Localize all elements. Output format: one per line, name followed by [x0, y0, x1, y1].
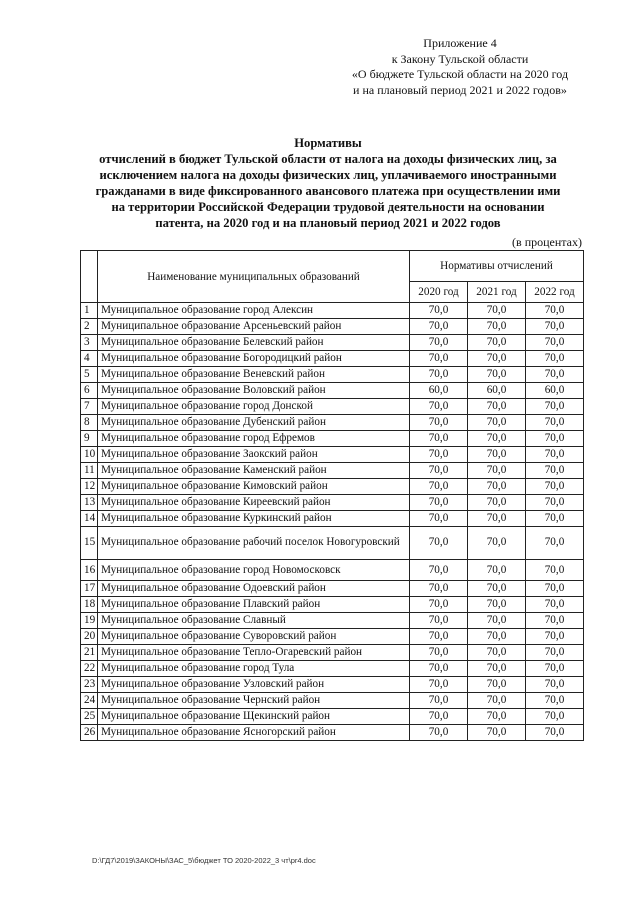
- value-2021: 70,0: [468, 463, 526, 479]
- value-2020: 70,0: [410, 725, 468, 741]
- table-row: [81, 725, 584, 741]
- value-2022: 70,0: [526, 335, 584, 351]
- row-number: 2: [81, 319, 98, 335]
- value-2022: 70,0: [526, 629, 584, 645]
- value-2022: 70,0: [526, 303, 584, 319]
- appendix-line: «О бюджете Тульской области на 2020 год: [351, 67, 569, 81]
- table-body: [81, 303, 584, 741]
- row-number: 4: [81, 351, 98, 367]
- municipality-name: Муниципальное образование город Ефремов: [98, 431, 410, 447]
- value-2022: 70,0: [526, 495, 584, 511]
- row-number: 18: [81, 597, 98, 613]
- table-row: [81, 495, 584, 511]
- value-2021: 70,0: [468, 447, 526, 463]
- municipality-name: Муниципальное образование рабочий поселок Новогуровский: [98, 527, 410, 560]
- value-2022: 70,0: [526, 693, 584, 709]
- table-row: [81, 431, 584, 447]
- value-2020: 70,0: [410, 495, 468, 511]
- value-2020: 70,0: [410, 645, 468, 661]
- value-2021: 70,0: [468, 527, 526, 560]
- value-2020: 70,0: [410, 463, 468, 479]
- appendix-line: к Закону Тульской области: [391, 51, 529, 66]
- table-row: [81, 709, 584, 725]
- value-2020: 70,0: [410, 581, 468, 597]
- value-2020: 60,0: [410, 383, 468, 399]
- value-2021: 70,0: [468, 335, 526, 351]
- municipality-name: Муниципальное образование Заокский район: [98, 447, 410, 463]
- value-2021: 70,0: [468, 677, 526, 693]
- value-2020: 70,0: [410, 511, 468, 527]
- value-2021: 70,0: [468, 629, 526, 645]
- table-row: [81, 367, 584, 383]
- table-row: [81, 527, 584, 560]
- value-2022: 70,0: [526, 367, 584, 383]
- value-2022: 70,0: [526, 447, 584, 463]
- row-number: 3: [81, 335, 98, 351]
- appendix-line: Приложение 4: [423, 36, 497, 50]
- municipality-name: Муниципальное образование город Алексин: [98, 303, 410, 319]
- row-number: 12: [81, 479, 98, 495]
- table-row: [81, 645, 584, 661]
- value-2021: 70,0: [468, 399, 526, 415]
- table-row: [81, 661, 584, 677]
- value-2021: 70,0: [468, 645, 526, 661]
- value-2021: 70,0: [468, 303, 526, 319]
- table-row: [81, 399, 584, 415]
- value-2022: 60,0: [526, 383, 584, 399]
- value-2020: 70,0: [410, 479, 468, 495]
- row-number: 14: [81, 511, 98, 527]
- municipality-name: Муниципальное образование Кимовский район: [98, 479, 410, 495]
- row-number: 1: [81, 303, 98, 319]
- row-number: 21: [81, 645, 98, 661]
- value-2020: 70,0: [410, 613, 468, 629]
- value-2022: 70,0: [526, 677, 584, 693]
- value-2021: 70,0: [468, 495, 526, 511]
- value-2021: 70,0: [468, 431, 526, 447]
- value-2020: 70,0: [410, 351, 468, 367]
- table-row: [81, 383, 584, 399]
- value-2022: 70,0: [526, 479, 584, 495]
- value-2022: 70,0: [526, 463, 584, 479]
- value-2020: 70,0: [410, 527, 468, 560]
- value-2022: 70,0: [526, 351, 584, 367]
- row-number: 8: [81, 415, 98, 431]
- municipality-name: Муниципальное образование Веневский район: [98, 367, 410, 383]
- header-year-2020: 2020 год: [410, 282, 468, 303]
- row-number: 22: [81, 661, 98, 677]
- municipality-name: Муниципальное образование Куркинский район: [98, 511, 410, 527]
- municipality-name: Муниципальное образование город Донской: [98, 399, 410, 415]
- municipality-name: Муниципальное образование Ясногорский район: [98, 725, 410, 741]
- value-2020: 70,0: [410, 319, 468, 335]
- municipality-name: Муниципальное образование Узловский район: [98, 677, 410, 693]
- table-row: [81, 693, 584, 709]
- municipality-name: Муниципальное образование Плавский район: [98, 597, 410, 613]
- title-line: гражданами в виде фиксированного авансового платежа при осуществлении ими: [95, 184, 561, 198]
- value-2021: 70,0: [468, 661, 526, 677]
- row-number: 15: [81, 527, 98, 560]
- table-row: [81, 335, 584, 351]
- municipality-name: Муниципальное образование Каменский район: [98, 463, 410, 479]
- value-2020: 70,0: [410, 709, 468, 725]
- value-2020: 70,0: [410, 693, 468, 709]
- appendix-header: [330, 36, 590, 98]
- table-row: [81, 303, 584, 319]
- title-line: Нормативы: [294, 136, 362, 150]
- value-2022: 70,0: [526, 560, 584, 581]
- row-number: 11: [81, 463, 98, 479]
- municipality-name: Муниципальное образование Воловский район: [98, 383, 410, 399]
- row-number: 24: [81, 693, 98, 709]
- value-2020: 70,0: [410, 677, 468, 693]
- file-path-footer: D:\ГД7\2019\ЗАКОНЫ\ЗАС_5\бюджет ТО 2020-2022_3 чт\pr4.doc: [92, 856, 316, 865]
- value-2021: 70,0: [468, 597, 526, 613]
- header-name: Наименование муниципальных образований: [98, 251, 410, 303]
- value-2021: 70,0: [468, 511, 526, 527]
- value-2020: 70,0: [410, 447, 468, 463]
- municipality-name: Муниципальное образование город Новомосковск: [98, 560, 410, 581]
- value-2021: 70,0: [468, 709, 526, 725]
- value-2020: 70,0: [410, 367, 468, 383]
- municipality-name: Муниципальное образование Чернский район: [98, 693, 410, 709]
- table-row: [81, 581, 584, 597]
- row-number: 6: [81, 383, 98, 399]
- value-2022: 70,0: [526, 319, 584, 335]
- value-2022: 70,0: [526, 613, 584, 629]
- value-2021: 70,0: [468, 613, 526, 629]
- value-2020: 70,0: [410, 431, 468, 447]
- header-number-cell: [81, 251, 98, 303]
- value-2022: 70,0: [526, 399, 584, 415]
- municipality-name: Муниципальное образование Тепло-Огаревский район: [98, 645, 410, 661]
- value-2022: 70,0: [526, 511, 584, 527]
- title-line: отчислений в бюджет Тульской области от налога на доходы физических лиц, за: [99, 152, 557, 166]
- value-2021: 70,0: [468, 479, 526, 495]
- municipality-name: Муниципальное образование Киреевский район: [98, 495, 410, 511]
- row-number: 13: [81, 495, 98, 511]
- value-2020: 70,0: [410, 560, 468, 581]
- municipality-name: Муниципальное образование Богородицкий район: [98, 351, 410, 367]
- value-2020: 70,0: [410, 335, 468, 351]
- table-row: [81, 319, 584, 335]
- row-number: 25: [81, 709, 98, 725]
- value-2022: 70,0: [526, 581, 584, 597]
- header-norms-group: Нормативы отчислений: [410, 251, 584, 282]
- value-2021: 70,0: [468, 693, 526, 709]
- value-2021: 60,0: [468, 383, 526, 399]
- table-row: [81, 560, 584, 581]
- value-2022: 70,0: [526, 725, 584, 741]
- value-2020: 70,0: [410, 597, 468, 613]
- table-row: [81, 613, 584, 629]
- appendix-line: и на плановый период 2021 и 2022 годов»: [353, 82, 567, 97]
- table-row: [81, 447, 584, 463]
- table-row: [81, 415, 584, 431]
- row-number: 26: [81, 725, 98, 741]
- value-2022: 70,0: [526, 709, 584, 725]
- value-2020: 70,0: [410, 629, 468, 645]
- row-number: 5: [81, 367, 98, 383]
- table-row: [81, 479, 584, 495]
- municipality-name: Муниципальное образование Белевский район: [98, 335, 410, 351]
- row-number: 10: [81, 447, 98, 463]
- table-row: [81, 629, 584, 645]
- row-number: 23: [81, 677, 98, 693]
- value-2022: 70,0: [526, 661, 584, 677]
- value-2020: 70,0: [410, 303, 468, 319]
- row-number: 20: [81, 629, 98, 645]
- municipality-name: Муниципальное образование город Тула: [98, 661, 410, 677]
- value-2021: 70,0: [468, 725, 526, 741]
- row-number: 9: [81, 431, 98, 447]
- municipality-name: Муниципальное образование Суворовский район: [98, 629, 410, 645]
- header-year-2022: 2022 год: [526, 282, 584, 303]
- row-number: 19: [81, 613, 98, 629]
- value-2020: 70,0: [410, 399, 468, 415]
- value-2021: 70,0: [468, 581, 526, 597]
- value-2022: 70,0: [526, 597, 584, 613]
- municipality-name: Муниципальное образование Щекинский район: [98, 709, 410, 725]
- value-2022: 70,0: [526, 431, 584, 447]
- table-row: [81, 351, 584, 367]
- municipality-name: Муниципальное образование Одоевский район: [98, 581, 410, 597]
- table-row: [81, 677, 584, 693]
- municipality-name: Муниципальное образование Славный: [98, 613, 410, 629]
- value-2021: 70,0: [468, 367, 526, 383]
- table-row: [81, 463, 584, 479]
- title-line: патента, на 2020 год и на плановый период 2021 и 2022 годов: [155, 216, 501, 230]
- value-2022: 70,0: [526, 645, 584, 661]
- table-row: [81, 511, 584, 527]
- header-year-2021: 2021 год: [468, 282, 526, 303]
- title-line: исключением налога на доходы физических лиц, уплачиваемого иностранными: [99, 168, 557, 182]
- value-2021: 70,0: [468, 351, 526, 367]
- table-row: [81, 597, 584, 613]
- municipality-name: Муниципальное образование Арсеньевский район: [98, 319, 410, 335]
- value-2021: 70,0: [468, 415, 526, 431]
- row-number: 7: [81, 399, 98, 415]
- value-2022: 70,0: [526, 415, 584, 431]
- value-2020: 70,0: [410, 661, 468, 677]
- norms-table: [80, 250, 584, 741]
- units-note: (в процентах): [512, 235, 582, 249]
- municipality-name: Муниципальное образование Дубенский район: [98, 415, 410, 431]
- title-line: на территории Российской Федерации трудовой деятельности на основании: [111, 200, 545, 214]
- value-2021: 70,0: [468, 560, 526, 581]
- row-number: 16: [81, 560, 98, 581]
- document-title: [78, 135, 578, 231]
- row-number: 17: [81, 581, 98, 597]
- value-2020: 70,0: [410, 415, 468, 431]
- value-2021: 70,0: [468, 319, 526, 335]
- value-2022: 70,0: [526, 527, 584, 560]
